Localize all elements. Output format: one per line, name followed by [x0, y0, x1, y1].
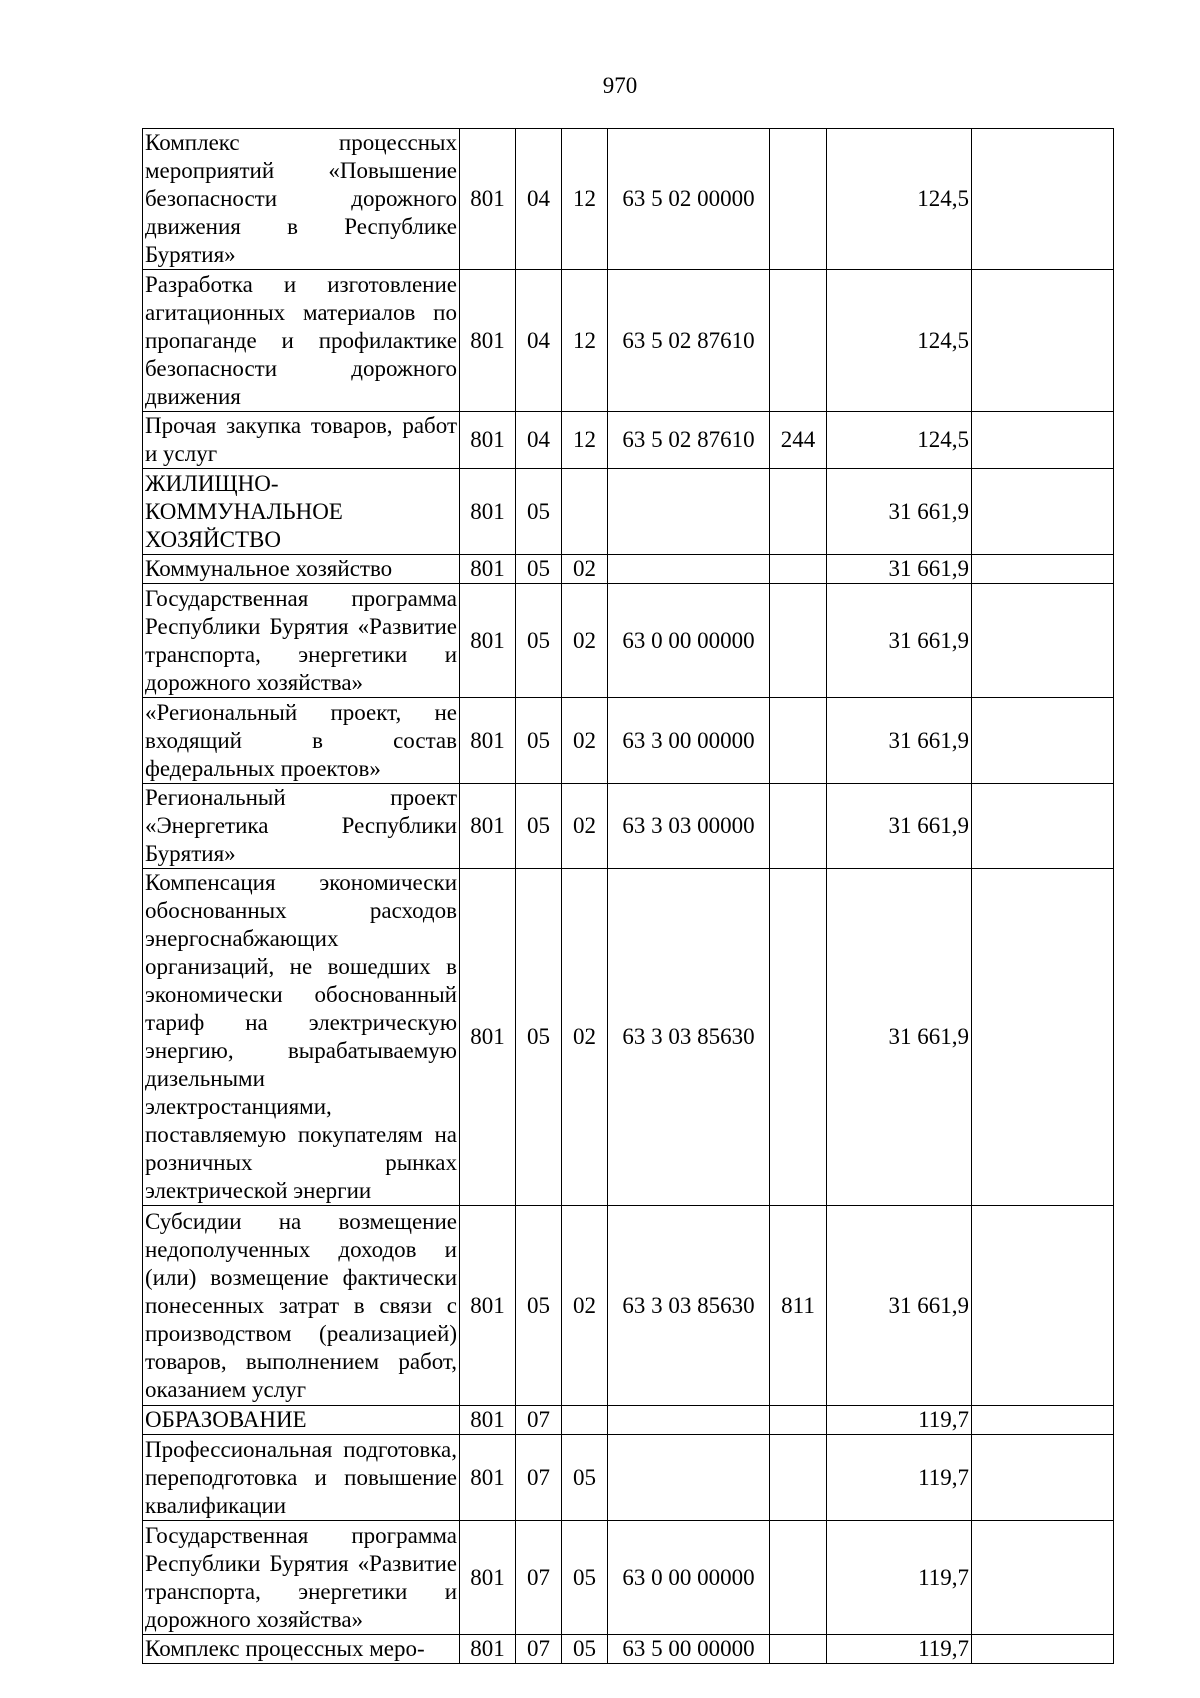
budget-table [142, 128, 1114, 1664]
row-name-cell: Региональный проект «Энергетика Республики Бурятия» [143, 784, 460, 869]
row-section-code-cell: 05 [516, 784, 562, 869]
row-subsection-code-cell [562, 1406, 608, 1435]
row-ministry-code-cell: 801 [460, 469, 516, 555]
row-sum-cell: 31 661,9 [827, 469, 972, 555]
row-subsection-code-cell: 12 [562, 129, 608, 270]
row-subsection-code-cell: 02 [562, 784, 608, 869]
page-number: 970 [602, 73, 638, 98]
table-row [143, 1435, 1114, 1521]
row-subsection-code-cell [562, 469, 608, 555]
row-extra-cell [972, 555, 1114, 584]
row-ministry-code-cell: 801 [460, 1406, 516, 1435]
row-ministry-code-cell: 801 [460, 270, 516, 412]
row-sum-cell: 31 661,9 [827, 1206, 972, 1406]
row-name-cell: Прочая закупка товаров, работ и услуг [143, 412, 460, 469]
table-row [143, 584, 1114, 698]
row-ministry-code-cell: 801 [460, 555, 516, 584]
row-extra-cell [972, 1435, 1114, 1521]
row-target-article-cell: 63 3 03 85630 [608, 869, 770, 1206]
row-expense-type-cell [770, 129, 827, 270]
row-sum-cell: 119,7 [827, 1435, 972, 1521]
row-name-cell: Комплекс процессных меро- [143, 1635, 460, 1664]
row-target-article-cell [608, 469, 770, 555]
row-ministry-code-cell: 801 [460, 1435, 516, 1521]
row-extra-cell [972, 784, 1114, 869]
row-target-article-cell: 63 3 00 00000 [608, 698, 770, 784]
row-extra-cell [972, 1406, 1114, 1435]
row-subsection-code-cell: 12 [562, 412, 608, 469]
row-expense-type-cell [770, 784, 827, 869]
table-row [143, 129, 1114, 270]
row-sum-cell: 31 661,9 [827, 869, 972, 1206]
row-section-code-cell: 04 [516, 270, 562, 412]
row-subsection-code-cell: 02 [562, 1206, 608, 1406]
table-row [143, 698, 1114, 784]
row-section-code-cell: 05 [516, 869, 562, 1206]
row-name-cell: Комплекс процессных мероприятий «Повышение безопасности дорожного движения в Республике Бурятия» [143, 129, 460, 270]
table-row [143, 869, 1114, 1206]
table-row [143, 270, 1114, 412]
row-extra-cell [972, 129, 1114, 270]
table-row [143, 1635, 1114, 1664]
row-extra-cell [972, 1635, 1114, 1664]
row-target-article-cell: 63 0 00 00000 [608, 584, 770, 698]
row-ministry-code-cell: 801 [460, 412, 516, 469]
row-section-code-cell: 05 [516, 555, 562, 584]
row-name-cell: Государственная программа Республики Бурятия «Развитие транспорта, энергетики и дорожного хозяйства» [143, 1521, 460, 1635]
row-expense-type-cell: 811 [770, 1206, 827, 1406]
row-ministry-code-cell: 801 [460, 869, 516, 1206]
row-name-cell: Субсидии на возмещение недополученных доходов и (или) возмещение фактически понесенных затрат в связи с производством (реализацией) товаров, выполнением работ, оказанием услуг [143, 1206, 460, 1406]
row-extra-cell [972, 584, 1114, 698]
table-row [143, 412, 1114, 469]
row-target-article-cell: 63 5 02 87610 [608, 412, 770, 469]
row-sum-cell: 124,5 [827, 129, 972, 270]
row-target-article-cell [608, 555, 770, 584]
row-section-code-cell: 05 [516, 469, 562, 555]
row-section-code-cell: 07 [516, 1521, 562, 1635]
row-ministry-code-cell: 801 [460, 784, 516, 869]
row-target-article-cell: 63 5 00 00000 [608, 1635, 770, 1664]
row-name-cell: ОБРАЗОВАНИЕ [143, 1406, 460, 1435]
row-expense-type-cell [770, 1435, 827, 1521]
row-expense-type-cell [770, 469, 827, 555]
row-ministry-code-cell: 801 [460, 1521, 516, 1635]
row-ministry-code-cell: 801 [460, 1635, 516, 1664]
row-ministry-code-cell: 801 [460, 1206, 516, 1406]
row-expense-type-cell [770, 1635, 827, 1664]
table-row [143, 784, 1114, 869]
row-extra-cell [972, 869, 1114, 1206]
row-name-cell: ЖИЛИЩНО-КОММУНАЛЬНОЕ ХОЗЯЙСТВО [143, 469, 460, 555]
row-subsection-code-cell: 12 [562, 270, 608, 412]
row-name-cell: Компенсация экономически обоснованных расходов энергоснабжающих организаций, не вошедших в экономически обоснованный тариф на электрическую энергию, вырабатываемую дизельными электростанциями, поставляемую покупателям на розничных рынках электрической энергии [143, 869, 460, 1206]
row-expense-type-cell [770, 1521, 827, 1635]
row-target-article-cell: 63 5 02 87610 [608, 270, 770, 412]
table-row [143, 555, 1114, 584]
row-section-code-cell: 05 [516, 1206, 562, 1406]
row-name-cell: Государственная программа Республики Бурятия «Развитие транспорта, энергетики и дорожного хозяйства» [143, 584, 460, 698]
table-row [143, 1206, 1114, 1406]
row-name-cell: «Региональный проект, не входящий в состав федеральных проектов» [143, 698, 460, 784]
row-subsection-code-cell: 02 [562, 584, 608, 698]
row-subsection-code-cell: 05 [562, 1635, 608, 1664]
row-expense-type-cell [770, 555, 827, 584]
budget-table-body [143, 129, 1114, 1664]
row-subsection-code-cell: 05 [562, 1521, 608, 1635]
row-expense-type-cell [770, 698, 827, 784]
row-extra-cell [972, 1206, 1114, 1406]
row-sum-cell: 31 661,9 [827, 698, 972, 784]
row-section-code-cell: 05 [516, 584, 562, 698]
row-ministry-code-cell: 801 [460, 584, 516, 698]
row-extra-cell [972, 469, 1114, 555]
row-sum-cell: 119,7 [827, 1406, 972, 1435]
table-row [143, 1521, 1114, 1635]
table-row [143, 1406, 1114, 1435]
row-extra-cell [972, 1521, 1114, 1635]
row-section-code-cell: 04 [516, 129, 562, 270]
row-expense-type-cell [770, 270, 827, 412]
row-target-article-cell [608, 1406, 770, 1435]
row-extra-cell [972, 698, 1114, 784]
row-target-article-cell: 63 3 03 85630 [608, 1206, 770, 1406]
row-subsection-code-cell: 02 [562, 698, 608, 784]
row-sum-cell: 124,5 [827, 270, 972, 412]
row-subsection-code-cell: 02 [562, 555, 608, 584]
row-expense-type-cell: 244 [770, 412, 827, 469]
row-ministry-code-cell: 801 [460, 129, 516, 270]
row-sum-cell: 31 661,9 [827, 584, 972, 698]
row-expense-type-cell [770, 869, 827, 1206]
row-subsection-code-cell: 02 [562, 869, 608, 1206]
row-sum-cell: 31 661,9 [827, 555, 972, 584]
row-section-code-cell: 05 [516, 698, 562, 784]
row-target-article-cell: 63 5 02 00000 [608, 129, 770, 270]
row-section-code-cell: 07 [516, 1635, 562, 1664]
row-sum-cell: 119,7 [827, 1521, 972, 1635]
row-target-article-cell [608, 1435, 770, 1521]
row-name-cell: Разработка и изготовление агитационных материалов по пропаганде и профилактике безопасности дорожного движения [143, 270, 460, 412]
row-section-code-cell: 04 [516, 412, 562, 469]
row-section-code-cell: 07 [516, 1406, 562, 1435]
row-subsection-code-cell: 05 [562, 1435, 608, 1521]
row-section-code-cell: 07 [516, 1435, 562, 1521]
row-extra-cell [972, 270, 1114, 412]
row-ministry-code-cell: 801 [460, 698, 516, 784]
row-extra-cell [972, 412, 1114, 469]
row-expense-type-cell [770, 1406, 827, 1435]
row-expense-type-cell [770, 584, 827, 698]
table-row [143, 469, 1114, 555]
row-sum-cell: 119,7 [827, 1635, 972, 1664]
row-sum-cell: 124,5 [827, 412, 972, 469]
row-target-article-cell: 63 3 03 00000 [608, 784, 770, 869]
row-sum-cell: 31 661,9 [827, 784, 972, 869]
row-name-cell: Коммунальное хозяйство [143, 555, 460, 584]
row-target-article-cell: 63 0 00 00000 [608, 1521, 770, 1635]
row-name-cell: Профессиональная подготовка, переподготовка и повышение квалификации [143, 1435, 460, 1521]
